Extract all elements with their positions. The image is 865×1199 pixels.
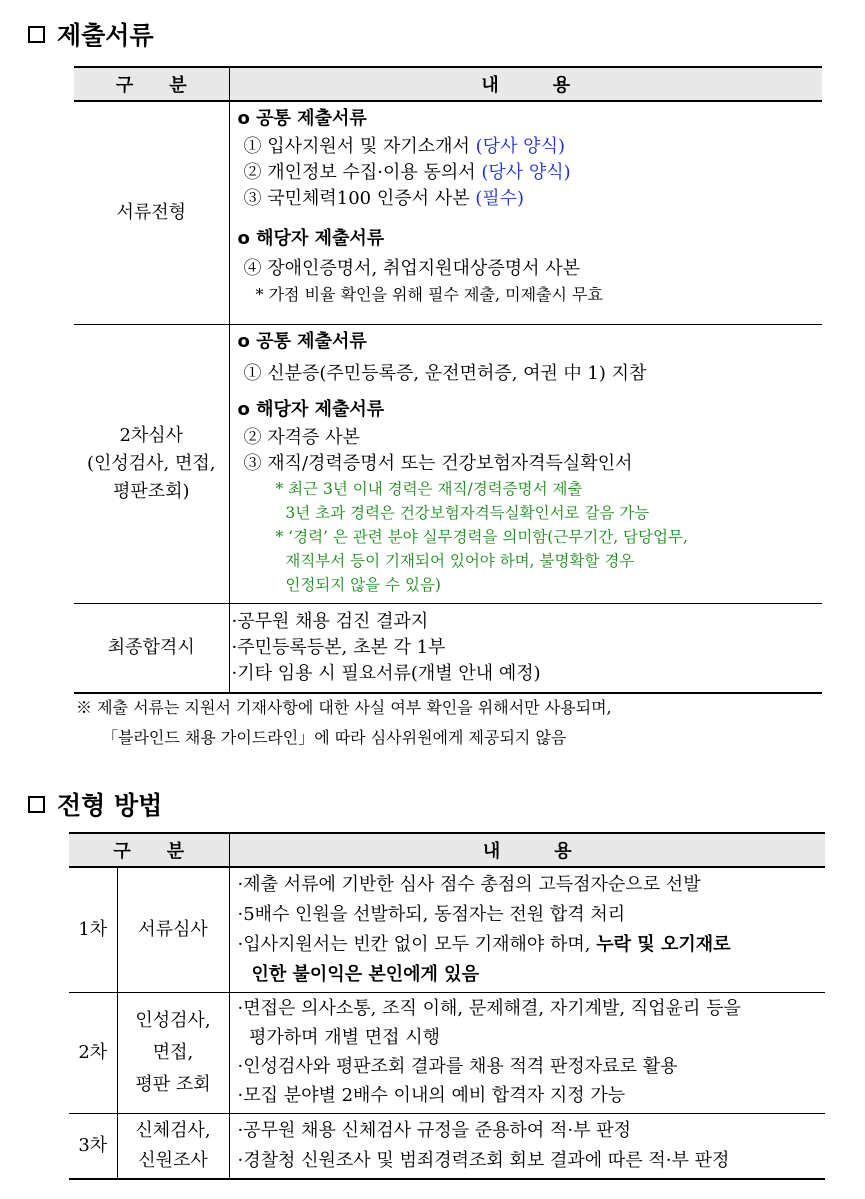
section-heading-documents [28, 16, 154, 52]
list-item-continued: 인한 불이익은 본인에게 있음 [251, 964, 479, 985]
list-item: ·인성검사와 평판조회 결과를 채용 적격 판정자료로 활용 [237, 1056, 678, 1077]
footnote-line: ※ 제출 서류는 지원서 기재사항에 대한 사실 여부 확인을 위해서만 사용되며, [76, 698, 612, 717]
list-item: ·주민등록등본, 초본 각 1부 [231, 637, 446, 658]
section-heading-method [28, 786, 162, 822]
row-category: 2차심사 (인성검사, 면접, 평판조회) [74, 325, 229, 604]
green-note: * 최근 3년 이내 경력은 재직/경력증명서 제출 [275, 480, 583, 498]
table-row [74, 101, 822, 325]
list-item: ·모집 분야별 2배수 이내의 예비 합격자 지정 가능 [237, 1085, 626, 1106]
method-table [69, 832, 825, 1180]
common-docs-title: ο 공통 제출서류 [237, 108, 367, 129]
row-content [229, 604, 822, 694]
stage-name: 신체검사, 신원조사 [117, 1114, 229, 1180]
list-item: ① 신분증(주민등록증, 운전면허증, 여권 中 1) 지참 [243, 363, 647, 384]
green-note: 3년 초과 경력은 건강보험자격득실확인서로 갈음 가능 [275, 504, 650, 522]
header-content: 내 용 [229, 833, 825, 867]
row-content [229, 867, 825, 993]
list-item: ·기타 임용 시 필요서류(개별 안내 예정) [231, 663, 541, 684]
checkbox-square-icon [28, 796, 45, 813]
checkbox-square-icon [28, 26, 45, 43]
applicable-docs-title: ο 해당자 제출서류 [237, 228, 385, 249]
row-content [229, 325, 822, 604]
stage-name: 인성검사, 면접, 평판 조회 [117, 993, 229, 1114]
section-title: 제출서류 [57, 21, 154, 50]
table-row [69, 867, 825, 993]
green-note: 인정되지 않을 수 있음) [275, 576, 441, 594]
row-category: 최종합격시 [74, 604, 229, 694]
common-docs-title: ο 공통 제출서류 [237, 331, 367, 352]
list-item: ·면접은 의사소통, 조직 이해, 문제해결, 자기계발, 직업윤리 등을 [237, 998, 741, 1019]
row-content [229, 101, 822, 325]
row-category: 서류전형 [74, 101, 229, 325]
list-item: ·공무원 채용 검진 결과지 [231, 611, 429, 632]
row-content [229, 993, 825, 1114]
table-row [74, 604, 822, 694]
list-item: ·5배수 인원을 선발하되, 동점자는 전원 합격 처리 [237, 904, 626, 925]
header-content: 내 용 [229, 67, 822, 101]
list-item: ·입사지원서는 빈칸 없이 모두 기재해야 하며, 누락 및 오기재로 [237, 934, 731, 955]
stage-label: 1차 [69, 867, 117, 993]
table-row [69, 1114, 825, 1180]
list-item: ④ 장애인증명서, 취업지원대상증명서 사본 [243, 258, 580, 279]
header-category: 구 분 [74, 67, 229, 101]
asterisk-note: * 가점 비율 확인을 위해 필수 제출, 미제출시 무효 [255, 285, 603, 304]
documents-table [74, 66, 822, 694]
list-item: ·경찰청 신원조사 및 범죄경력조회 회보 결과에 따른 적·부 판정 [237, 1150, 730, 1171]
list-item: 평가하며 개별 면접 시행 [237, 1027, 440, 1048]
stage-name: 서류심사 [117, 867, 229, 993]
stage-label: 3차 [69, 1114, 117, 1180]
list-item: ① 입사지원서 및 자기소개서 (당사 양식) [243, 136, 565, 157]
header-category: 구 분 [69, 833, 229, 867]
green-note: * ‘경력’ 은 관련 분야 실무경력을 의미함(근무기간, 담당업무, [275, 528, 688, 546]
applicable-docs-title: ο 해당자 제출서류 [237, 399, 385, 420]
table-row [74, 325, 822, 604]
footnote-line: 「블라인드 채용 가이드라인」에 따라 심사위원에게 제공되지 않음 [102, 728, 567, 747]
table-row [69, 993, 825, 1114]
list-item: ② 개인정보 수집·이용 동의서 (당사 양식) [243, 162, 571, 183]
list-item: ·공무원 채용 신체검사 규정을 준용하여 적·부 판정 [237, 1120, 632, 1141]
list-item: ·제출 서류에 기반한 심사 점수 총점의 고득점자순으로 선발 [237, 874, 701, 895]
stage-label: 2차 [69, 993, 117, 1114]
green-note: 재직부서 등이 기재되어 있어야 하며, 불명확할 경우 [275, 552, 635, 570]
row-content [229, 1114, 825, 1180]
list-item: ③ 재직/경력증명서 또는 건강보험자격득실확인서 [243, 453, 633, 474]
list-item: ③ 국민체력100 인증서 사본 (필수) [243, 188, 525, 209]
section-title: 전형 방법 [57, 791, 163, 820]
list-item: ② 자격증 사본 [243, 427, 360, 448]
